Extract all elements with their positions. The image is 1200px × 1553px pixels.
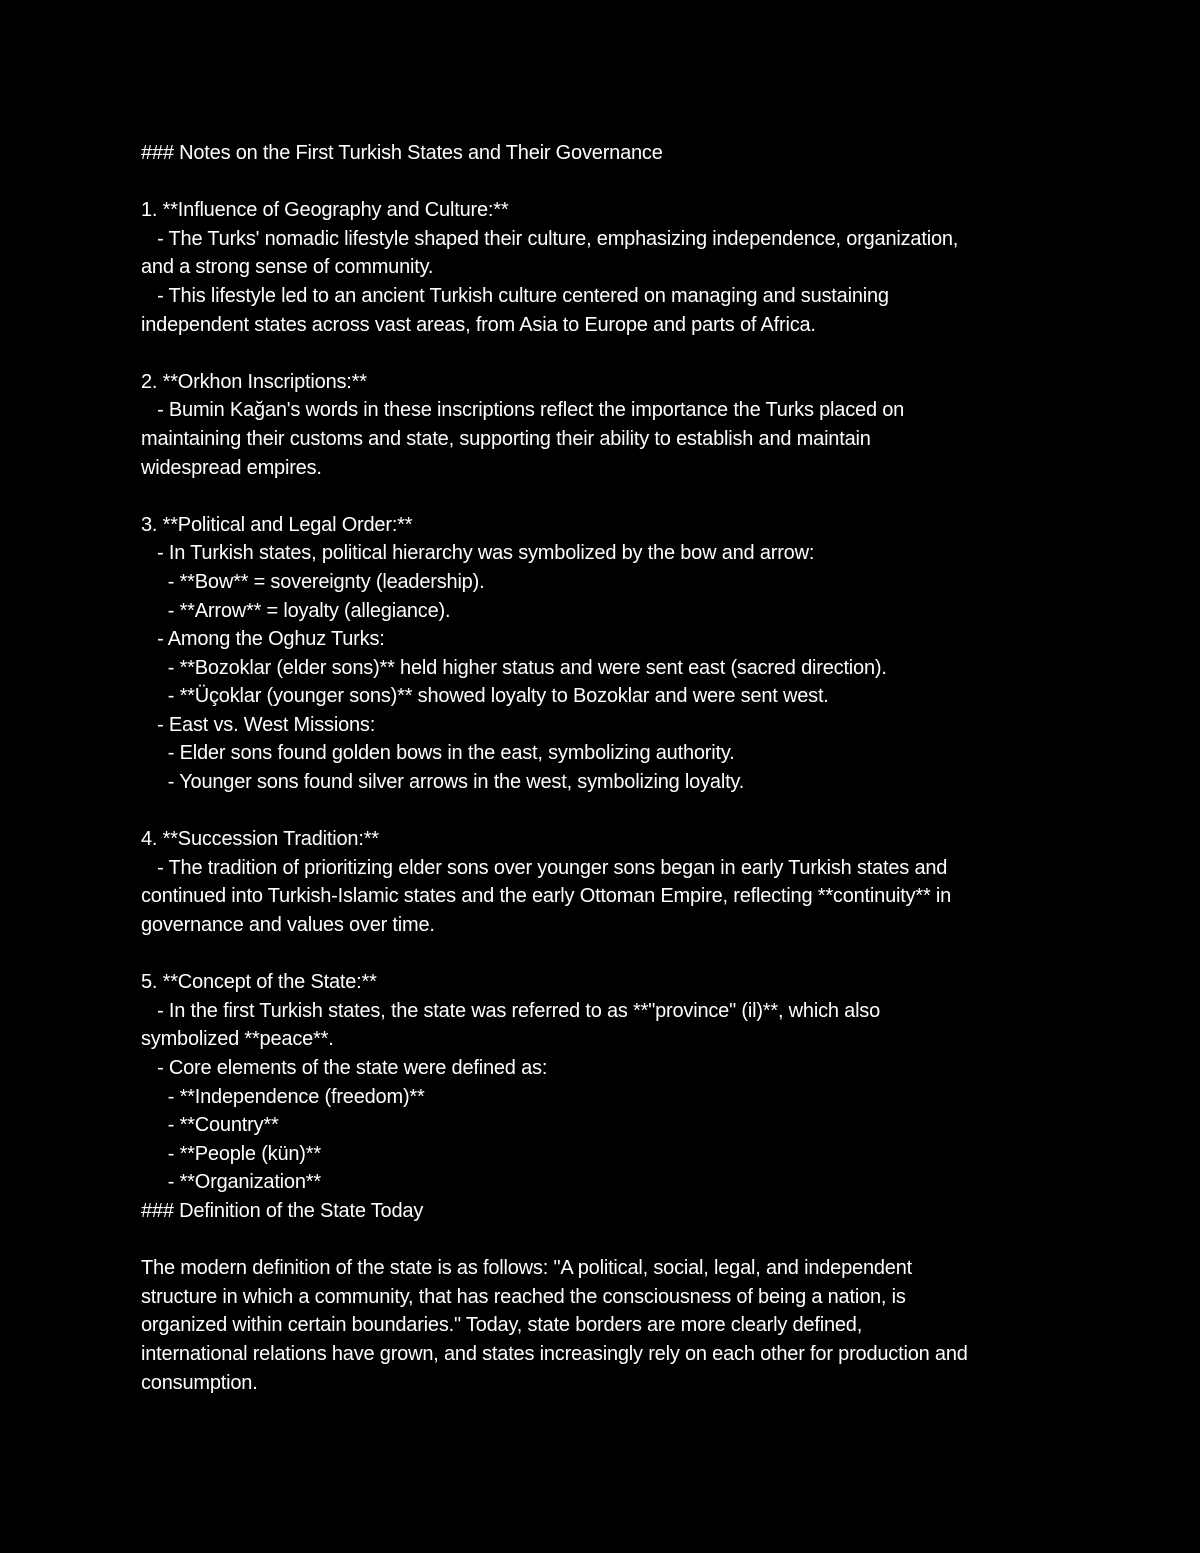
text-line	[141, 339, 1071, 368]
text-line: - **Organization**	[141, 1171, 321, 1194]
text-line: maintaining their customs and state, supporting their ability to establish and maintain	[141, 427, 871, 450]
text-line: 5. **Concept of the State:**	[141, 971, 377, 994]
text-line: 3. **Political and Legal Order:**	[141, 513, 413, 536]
text-line: - Core elements of the state were defined as:	[141, 1057, 548, 1079]
text-line: ### Notes on the First Turkish States and Their Governance	[141, 142, 663, 164]
text-line: international relations have grown, and states increasingly rely on each other for production and	[141, 1342, 968, 1365]
text-line	[141, 168, 1071, 197]
text-line	[141, 940, 1071, 969]
text-line: governance and values over time.	[141, 914, 435, 937]
text-line: - Younger sons found silver arrows in the west, symbolizing loyalty.	[141, 771, 745, 794]
text-line: ### Definition of the State Today	[141, 1199, 424, 1222]
text-line	[141, 482, 1071, 511]
text-line: - Among the Oghuz Turks:	[141, 628, 385, 651]
text-line: structure in which a community, that has reached the consciousness of being a nation, is	[141, 1285, 906, 1308]
text-line: - East vs. West Missions:	[141, 713, 376, 736]
text-line: - The tradition of prioritizing elder sons over younger sons began in early Turkish states and	[141, 856, 948, 879]
text-line: organized within certain boundaries." Today, state borders are more clearly defined,	[141, 1314, 863, 1337]
text-line: independent states across vast areas, from Asia to Europe and parts of Africa.	[141, 313, 816, 336]
text-line: - **Independence (freedom)**	[141, 1085, 425, 1108]
text-line: - This lifestyle led to an ancient Turkish culture centered on managing and sustaining	[141, 284, 889, 307]
text-line	[141, 1226, 1071, 1255]
text-line: - **Country**	[141, 1114, 279, 1137]
text-line: 4. **Succession Tradition:**	[141, 828, 379, 851]
text-line: - Elder sons found golden bows in the east, symbolizing authority.	[141, 742, 735, 765]
text-line: consumption.	[141, 1371, 258, 1394]
text-line: - **People (kün)**	[141, 1142, 321, 1165]
text-line: - **Arrow** = loyalty (allegiance).	[141, 599, 451, 622]
text-line: 1. **Influence of Geography and Culture:**	[141, 199, 509, 222]
text-line: widespread empires.	[141, 456, 322, 479]
text-line: - **Bow** = sovereignty (leadership).	[141, 570, 485, 593]
text-line: and a strong sense of community.	[141, 256, 434, 279]
text-line: - **Üçoklar (younger sons)** showed loyalty to Bozoklar and were sent west.	[141, 685, 829, 708]
document-body	[141, 139, 1071, 1397]
text-line: 2. **Orkhon Inscriptions:**	[141, 370, 367, 393]
text-line: - In Turkish states, political hierarchy was symbolized by the bow and arrow:	[141, 542, 815, 565]
text-line: - In the first Turkish states, the state was referred to as **"province" (il)**, which also	[141, 999, 881, 1022]
text-line: - **Bozoklar (elder sons)** held higher status and were sent east (sacred direction).	[141, 656, 887, 679]
text-line	[141, 797, 1071, 826]
text-line: The modern definition of the state is as follows: "A political, social, legal, and independent	[141, 1257, 912, 1280]
text-line: - Bumin Kağan's words in these inscriptions reflect the importance the Turks placed on	[141, 399, 905, 422]
text-line: - The Turks' nomadic lifestyle shaped their culture, emphasizing independence, organization,	[141, 227, 959, 250]
text-line: continued into Turkish-Islamic states and the early Ottoman Empire, reflecting **continuity** in	[141, 885, 952, 908]
text-line: symbolized **peace**.	[141, 1028, 334, 1051]
